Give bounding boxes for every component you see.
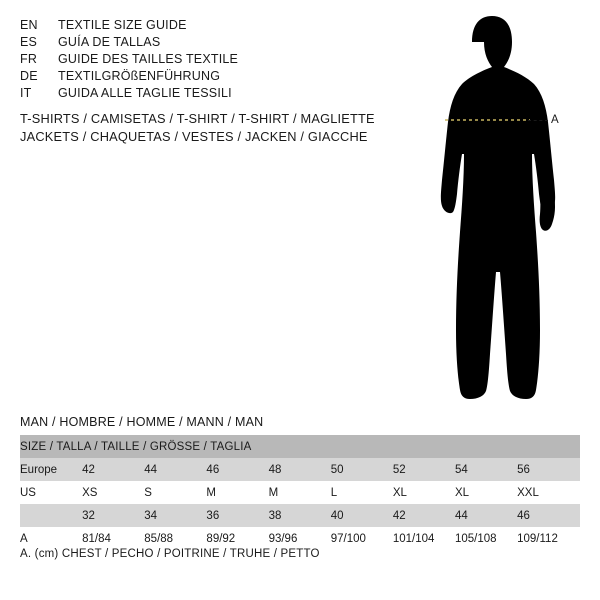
- table-cell: 32: [82, 504, 144, 527]
- table-cell: XL: [393, 481, 455, 504]
- legend-row: [20, 86, 350, 103]
- row-label: [20, 504, 82, 527]
- table-cell: 46: [206, 458, 268, 481]
- table-row: [20, 458, 580, 481]
- male-silhouette-figure: [400, 10, 590, 405]
- table-cell: XL: [455, 481, 517, 504]
- table-cell: 40: [331, 504, 393, 527]
- legend-text: TEXTILGRÖßENFÜHRUNG: [58, 69, 221, 83]
- table-cell: 38: [269, 504, 331, 527]
- table-cell: 44: [144, 458, 206, 481]
- table-cell: 42: [393, 504, 455, 527]
- table-cell: 34: [144, 504, 206, 527]
- legend-row: [20, 35, 350, 52]
- table-cell: 52: [393, 458, 455, 481]
- table-cell: 54: [455, 458, 517, 481]
- silhouette-icon: [400, 10, 590, 405]
- legend-code: FR: [20, 52, 38, 66]
- legend-code: DE: [20, 69, 38, 83]
- table-cell: 101/104: [393, 527, 455, 550]
- table-cell: 109/112: [517, 527, 580, 550]
- category-tshirts: T-SHIRTS / CAMISETAS / T-SHIRT / T-SHIRT / MAGLIETTE: [20, 111, 375, 126]
- language-legend: [20, 18, 350, 103]
- table-group-title: MAN / HOMBRE / HOMME / MANN / MAN: [20, 415, 264, 429]
- table-cell: M: [269, 481, 331, 504]
- table-cell: XXL: [517, 481, 580, 504]
- row-label: A: [20, 527, 82, 550]
- legend-text: GUÍA DE TALLAS: [58, 35, 161, 49]
- legend-code: EN: [20, 18, 38, 32]
- table-row: [20, 481, 580, 504]
- legend-row: [20, 52, 350, 69]
- table-cell: 56: [517, 458, 580, 481]
- table-cell: S: [144, 481, 206, 504]
- table-cell: 42: [82, 458, 144, 481]
- table-cell: 36: [206, 504, 268, 527]
- table-header-label: SIZE / TALLA / TAILLE / GRÖSSE / TAGLIA: [20, 435, 580, 458]
- marker-dash-line: [528, 120, 548, 121]
- marker-label-a: A: [551, 114, 559, 126]
- table-header-row: [20, 435, 580, 458]
- category-jackets: JACKETS / CHAQUETAS / VESTES / JACKEN / GIACCHE: [20, 129, 368, 144]
- garment-categories: [20, 110, 420, 146]
- size-table-section: [20, 415, 580, 550]
- measurement-footnote: A. (cm) CHEST / PECHO / POITRINE / TRUHE / PETTO: [20, 548, 320, 560]
- table-cell: 97/100: [331, 527, 393, 550]
- table-cell: 46: [517, 504, 580, 527]
- legend-text: GUIDA ALLE TAGLIE TESSILI: [58, 86, 232, 100]
- table-cell: 105/108: [455, 527, 517, 550]
- table-row: [20, 527, 580, 550]
- table-cell: M: [206, 481, 268, 504]
- table-cell: 44: [455, 504, 517, 527]
- size-table: [20, 435, 580, 550]
- table-cell: XS: [82, 481, 144, 504]
- row-label: Europe: [20, 458, 82, 481]
- table-cell: L: [331, 481, 393, 504]
- table-cell: 89/92: [206, 527, 268, 550]
- table-cell: 81/84: [82, 527, 144, 550]
- row-label: US: [20, 481, 82, 504]
- table-cell: 48: [269, 458, 331, 481]
- table-cell: 93/96: [269, 527, 331, 550]
- table-row: [20, 504, 580, 527]
- legend-text: TEXTILE SIZE GUIDE: [58, 18, 187, 32]
- legend-code: ES: [20, 35, 38, 49]
- table-cell: 50: [331, 458, 393, 481]
- legend-code: IT: [20, 86, 32, 100]
- legend-row: [20, 18, 350, 35]
- legend-text: GUIDE DES TAILLES TEXTILE: [58, 52, 239, 66]
- table-cell: 85/88: [144, 527, 206, 550]
- legend-row: [20, 69, 350, 86]
